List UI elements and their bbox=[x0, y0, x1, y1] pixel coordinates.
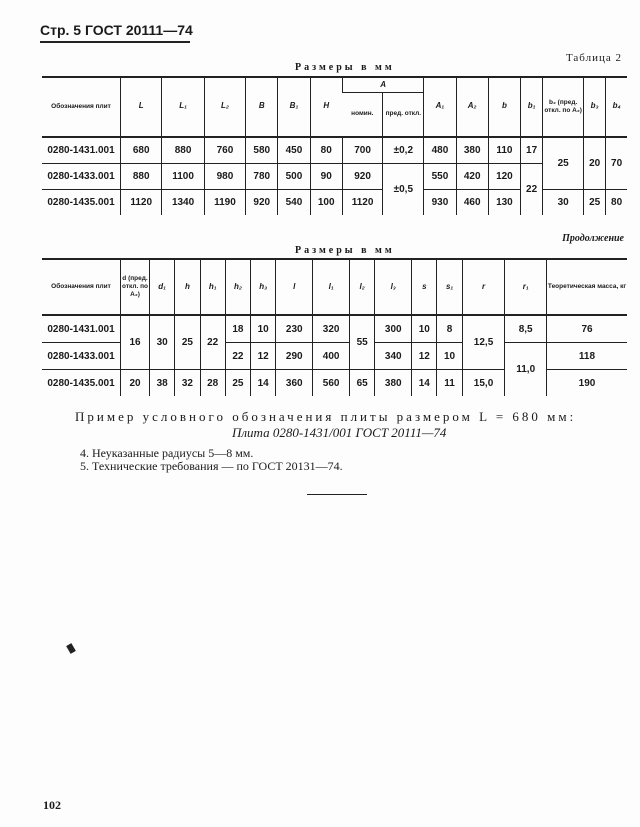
cell: 980 bbox=[204, 163, 245, 189]
cell: 880 bbox=[162, 137, 204, 164]
cell: 8,5 bbox=[505, 315, 547, 343]
col-header: d₁ bbox=[158, 281, 166, 291]
cell: 380 bbox=[456, 137, 488, 164]
cell: 76 bbox=[547, 315, 628, 343]
cell: 8 bbox=[437, 315, 462, 343]
table-2 bbox=[42, 258, 627, 396]
cell: 360 bbox=[276, 370, 313, 397]
cell: 14 bbox=[412, 370, 437, 397]
cell: 230 bbox=[276, 315, 313, 343]
col-header: B bbox=[258, 101, 265, 111]
cell: 1120 bbox=[342, 189, 383, 215]
col-header: h bbox=[184, 281, 190, 291]
cell: 190 bbox=[547, 370, 628, 397]
col-header: b₁ bbox=[527, 101, 536, 111]
cell: 130 bbox=[488, 189, 520, 215]
cell: 30 bbox=[543, 189, 584, 215]
col-header: s bbox=[422, 281, 427, 291]
col-header: s₁ bbox=[445, 281, 454, 291]
cell: 22 bbox=[521, 163, 543, 215]
cell: 118 bbox=[547, 343, 628, 370]
col-header: l₂ bbox=[359, 281, 365, 291]
col-header: H bbox=[323, 101, 330, 111]
cell: 290 bbox=[276, 343, 313, 370]
col-header: r bbox=[481, 281, 486, 291]
cell: 760 bbox=[204, 137, 245, 164]
cell: 920 bbox=[246, 189, 278, 215]
table-1 bbox=[42, 76, 627, 215]
cell: 380 bbox=[375, 370, 412, 397]
cell: 560 bbox=[313, 370, 350, 397]
cell: 0280-1435.001 bbox=[47, 377, 115, 389]
table-row bbox=[42, 315, 627, 343]
cell: 1120 bbox=[121, 189, 162, 215]
table1-caption: Размеры в мм bbox=[295, 62, 395, 73]
cell: 0280-1433.001 bbox=[42, 163, 121, 189]
cell: 11,0 bbox=[505, 343, 547, 397]
col-header: Обозначения плит bbox=[42, 259, 121, 315]
cell: 70 bbox=[606, 137, 627, 190]
col-header: l₃ bbox=[390, 281, 396, 291]
cell: 22 bbox=[200, 315, 225, 370]
col-header: Обозначения плит bbox=[42, 77, 121, 137]
example-text: Пример условного обозначения плиты размером L = 680 мм: bbox=[75, 409, 577, 424]
col-header: h₁ bbox=[208, 281, 217, 291]
cell: 300 bbox=[375, 315, 412, 343]
cell: 450 bbox=[278, 137, 310, 164]
header-rule bbox=[40, 41, 190, 43]
cell: 25 bbox=[584, 189, 606, 215]
cell: 25 bbox=[225, 370, 250, 397]
cell: 340 bbox=[375, 343, 412, 370]
page-number: 102 bbox=[43, 798, 61, 812]
cell: 930 bbox=[424, 189, 456, 215]
cell: 1340 bbox=[162, 189, 204, 215]
cell: 22 bbox=[225, 343, 250, 370]
table-row bbox=[42, 137, 627, 164]
cell: 580 bbox=[246, 137, 278, 164]
cell: 920 bbox=[342, 163, 383, 189]
cell: 80 bbox=[310, 137, 342, 164]
cell: 10 bbox=[251, 315, 276, 343]
cell: 28 bbox=[200, 370, 225, 397]
cell: 460 bbox=[456, 189, 488, 215]
table-row bbox=[42, 163, 627, 189]
end-rule bbox=[307, 494, 367, 495]
cell: 10 bbox=[412, 315, 437, 343]
col-header: b₃ bbox=[590, 101, 599, 111]
cell: 500 bbox=[278, 163, 310, 189]
cell: 17 bbox=[521, 137, 543, 164]
table2-caption: Размеры в мм bbox=[295, 245, 395, 256]
col-header: A bbox=[380, 79, 386, 89]
col-header: b₄ bbox=[612, 101, 621, 111]
example-designation: Плита 0280-1431/001 ГОСТ 20111—74 bbox=[232, 425, 447, 440]
cell: 680 bbox=[121, 137, 162, 164]
cell: 10 bbox=[437, 343, 462, 370]
col-header: b₂ (пред. откл. по A₂) bbox=[543, 77, 584, 137]
col-header: Теоретическая масса, кг bbox=[547, 259, 628, 315]
col-header: A₂ bbox=[467, 101, 477, 111]
col-header: A₁ bbox=[435, 101, 445, 111]
col-header: L₂ bbox=[220, 101, 229, 111]
cell: 25 bbox=[175, 315, 200, 370]
cell: 0280-1435.001 bbox=[47, 196, 115, 208]
cell: 12 bbox=[412, 343, 437, 370]
cell: 320 bbox=[313, 315, 350, 343]
col-header: пред. откл. bbox=[383, 93, 424, 137]
cell: 0280-1431.001 bbox=[42, 137, 121, 164]
cell: 780 bbox=[246, 163, 278, 189]
cell: 1190 bbox=[204, 189, 245, 215]
cell: 20 bbox=[584, 137, 606, 190]
col-header: b bbox=[501, 101, 507, 111]
cell: 12,5 bbox=[462, 315, 505, 370]
col-header: B₁ bbox=[289, 101, 299, 111]
col-header: l₁ bbox=[328, 281, 334, 291]
col-header: h₃ bbox=[259, 281, 268, 291]
cell: 400 bbox=[313, 343, 350, 370]
cell: 14 bbox=[251, 370, 276, 397]
cell: 11 bbox=[437, 370, 462, 397]
cell: 1100 bbox=[162, 163, 204, 189]
cell: 110 bbox=[488, 137, 520, 164]
cell: 65 bbox=[350, 370, 375, 397]
col-header: L₁ bbox=[179, 101, 187, 111]
cell: 18 bbox=[225, 315, 250, 343]
cell: 480 bbox=[424, 137, 456, 164]
scan-mark bbox=[66, 643, 76, 654]
note-5: 5. Технические требования — по ГОСТ 20131—74. bbox=[80, 459, 343, 473]
cell: 0280-1433.001 bbox=[42, 343, 121, 370]
cell: 15,0 bbox=[462, 370, 505, 397]
col-header: d (пред. откл. по A₂) bbox=[121, 259, 150, 315]
col-header: r₁ bbox=[522, 281, 529, 291]
col-header: l bbox=[293, 281, 296, 291]
col-header: номин. bbox=[342, 93, 383, 137]
cell: 30 bbox=[150, 315, 175, 370]
cell: 0280-1431.001 bbox=[42, 315, 121, 343]
cell: 540 bbox=[278, 189, 310, 215]
note-4: 4. Неуказанные радиусы 5—8 мм. bbox=[80, 446, 254, 460]
cell: 700 bbox=[342, 137, 383, 164]
cell: 16 bbox=[121, 315, 150, 370]
cell: 100 bbox=[310, 189, 342, 215]
cell: 20 bbox=[121, 370, 150, 397]
col-header: L bbox=[138, 101, 144, 111]
cell: 80 bbox=[606, 189, 627, 215]
cell: 55 bbox=[350, 315, 375, 370]
cell: 25 bbox=[543, 137, 584, 190]
cell: 38 bbox=[150, 370, 175, 397]
cell: 420 bbox=[456, 163, 488, 189]
cell: 12 bbox=[251, 343, 276, 370]
cell: 880 bbox=[121, 163, 162, 189]
cell: ±0,5 bbox=[383, 163, 424, 215]
cell: 32 bbox=[175, 370, 200, 397]
cell: ±0,2 bbox=[383, 137, 424, 164]
cell: 120 bbox=[488, 163, 520, 189]
table-label: Таблица 2 bbox=[565, 52, 622, 64]
col-header: h₂ bbox=[233, 281, 242, 291]
cell: 90 bbox=[310, 163, 342, 189]
cell: 550 bbox=[424, 163, 456, 189]
continuation-label: Продолжение bbox=[562, 233, 624, 244]
page-header: Стр. 5 ГОСТ 20111—74 bbox=[40, 22, 193, 38]
